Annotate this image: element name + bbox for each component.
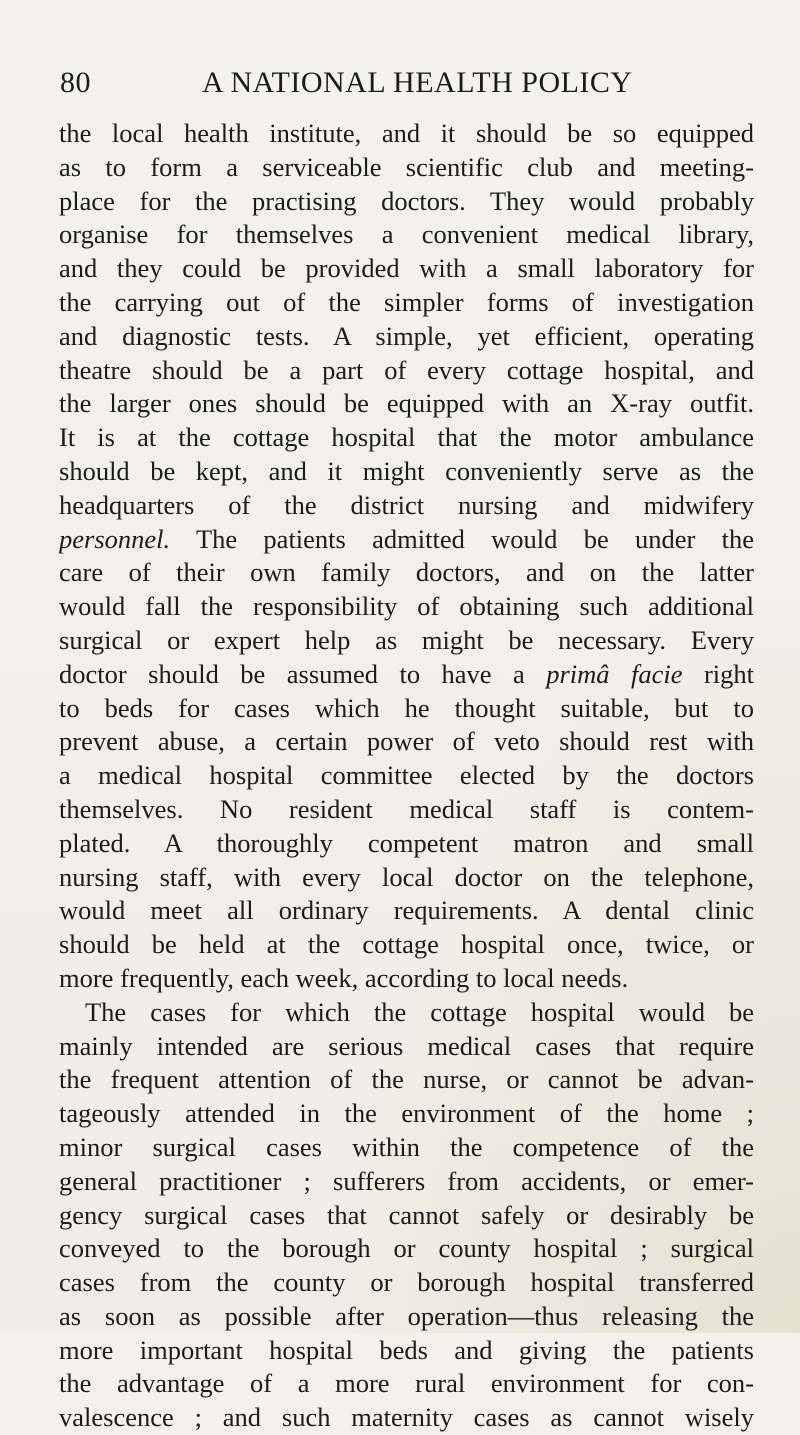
text-line: theatre should be a part of every cottage hospital, and bbox=[59, 354, 754, 385]
text-line: the local health institute, and it should be so equipped bbox=[59, 118, 754, 148]
text-line: the frequent attention of the nurse, or cannot be advan- bbox=[59, 1064, 754, 1095]
text-line: a medical hospital committee elected by the doctors bbox=[59, 760, 754, 791]
italic-term: primâ facie bbox=[546, 658, 683, 689]
text-line: plated. A thoroughly competent matron and small bbox=[59, 827, 754, 858]
text-line: prevent abuse, a certain power of veto should rest with bbox=[59, 726, 754, 757]
text-line: doctor should be assumed to have a primâ facie right bbox=[59, 658, 754, 689]
text-line: themselves. No resident medical staff is contem- bbox=[59, 793, 754, 824]
text-line: mainly intended are serious medical cases that require bbox=[59, 1030, 754, 1061]
text-line: surgical or expert help as might be necessary. Every bbox=[59, 624, 754, 655]
text-line: valescence ; and such maternity cases as cannot wisely bbox=[59, 1402, 754, 1433]
text-line: should be held at the cottage hospital once, twice, or bbox=[59, 929, 754, 960]
text-line: minor surgical cases within the competence of the bbox=[59, 1131, 754, 1162]
text-line: as to form a serviceable scientific club and meeting- bbox=[59, 151, 754, 182]
text-line: more important hospital beds and giving the patients bbox=[59, 1334, 754, 1365]
text-line: tageously attended in the environment of the home ; bbox=[59, 1098, 754, 1129]
page-number: 80 bbox=[60, 66, 91, 99]
text-line: would fall the responsibility of obtaining such additional bbox=[59, 591, 754, 622]
text-line: care of their own family doctors, and on the latter bbox=[59, 557, 754, 588]
body-text bbox=[59, 117, 754, 1435]
text-line: nursing staff, with every local doctor on the telephone, bbox=[59, 861, 754, 892]
text-line: to beds for cases which he thought suitable, but to bbox=[59, 692, 754, 723]
text-line: more frequently, each week, according to local needs. bbox=[59, 962, 629, 993]
text-line: the carrying out of the simpler forms of investigation bbox=[59, 286, 754, 317]
running-head: A NATIONAL HEALTH POLICY bbox=[202, 66, 633, 99]
text-line: The cases for which the cottage hospital would be bbox=[85, 996, 754, 1027]
text-line: and diagnostic tests. A simple, yet efficient, operating bbox=[59, 320, 754, 351]
text-line: place for the practising doctors. They would probably bbox=[59, 185, 754, 216]
text-line: personnel. The patients admitted would be under the bbox=[59, 523, 754, 554]
text-line: would meet all ordinary requirements. A dental clinic bbox=[59, 895, 754, 926]
text-line: cases from the county or borough hospital transferred bbox=[59, 1267, 754, 1298]
italic-term: personnel. bbox=[59, 523, 171, 554]
text-line: It is at the cottage hospital that the motor ambulance bbox=[59, 422, 754, 453]
text-line: and they could be provided with a small laboratory for bbox=[59, 253, 754, 284]
text-line: the larger ones should be equipped with an X-ray outfit. bbox=[59, 388, 754, 419]
text-line: general practitioner ; sufferers from accidents, or emer- bbox=[59, 1165, 754, 1196]
text-line: organise for themselves a convenient medical library, bbox=[59, 219, 754, 250]
text-line: should be kept, and it might conveniently serve as the bbox=[59, 455, 754, 486]
page-header bbox=[60, 66, 750, 108]
text-line: headquarters of the district nursing and midwifery bbox=[59, 489, 754, 520]
text-line: the advantage of a more rural environment for con- bbox=[59, 1368, 754, 1399]
text-line: as soon as possible after operation—thus releasing the bbox=[59, 1300, 754, 1331]
text-line: gency surgical cases that cannot safely or desirably be bbox=[59, 1199, 754, 1230]
text-line: conveyed to the borough or county hospital ; surgical bbox=[59, 1233, 754, 1264]
